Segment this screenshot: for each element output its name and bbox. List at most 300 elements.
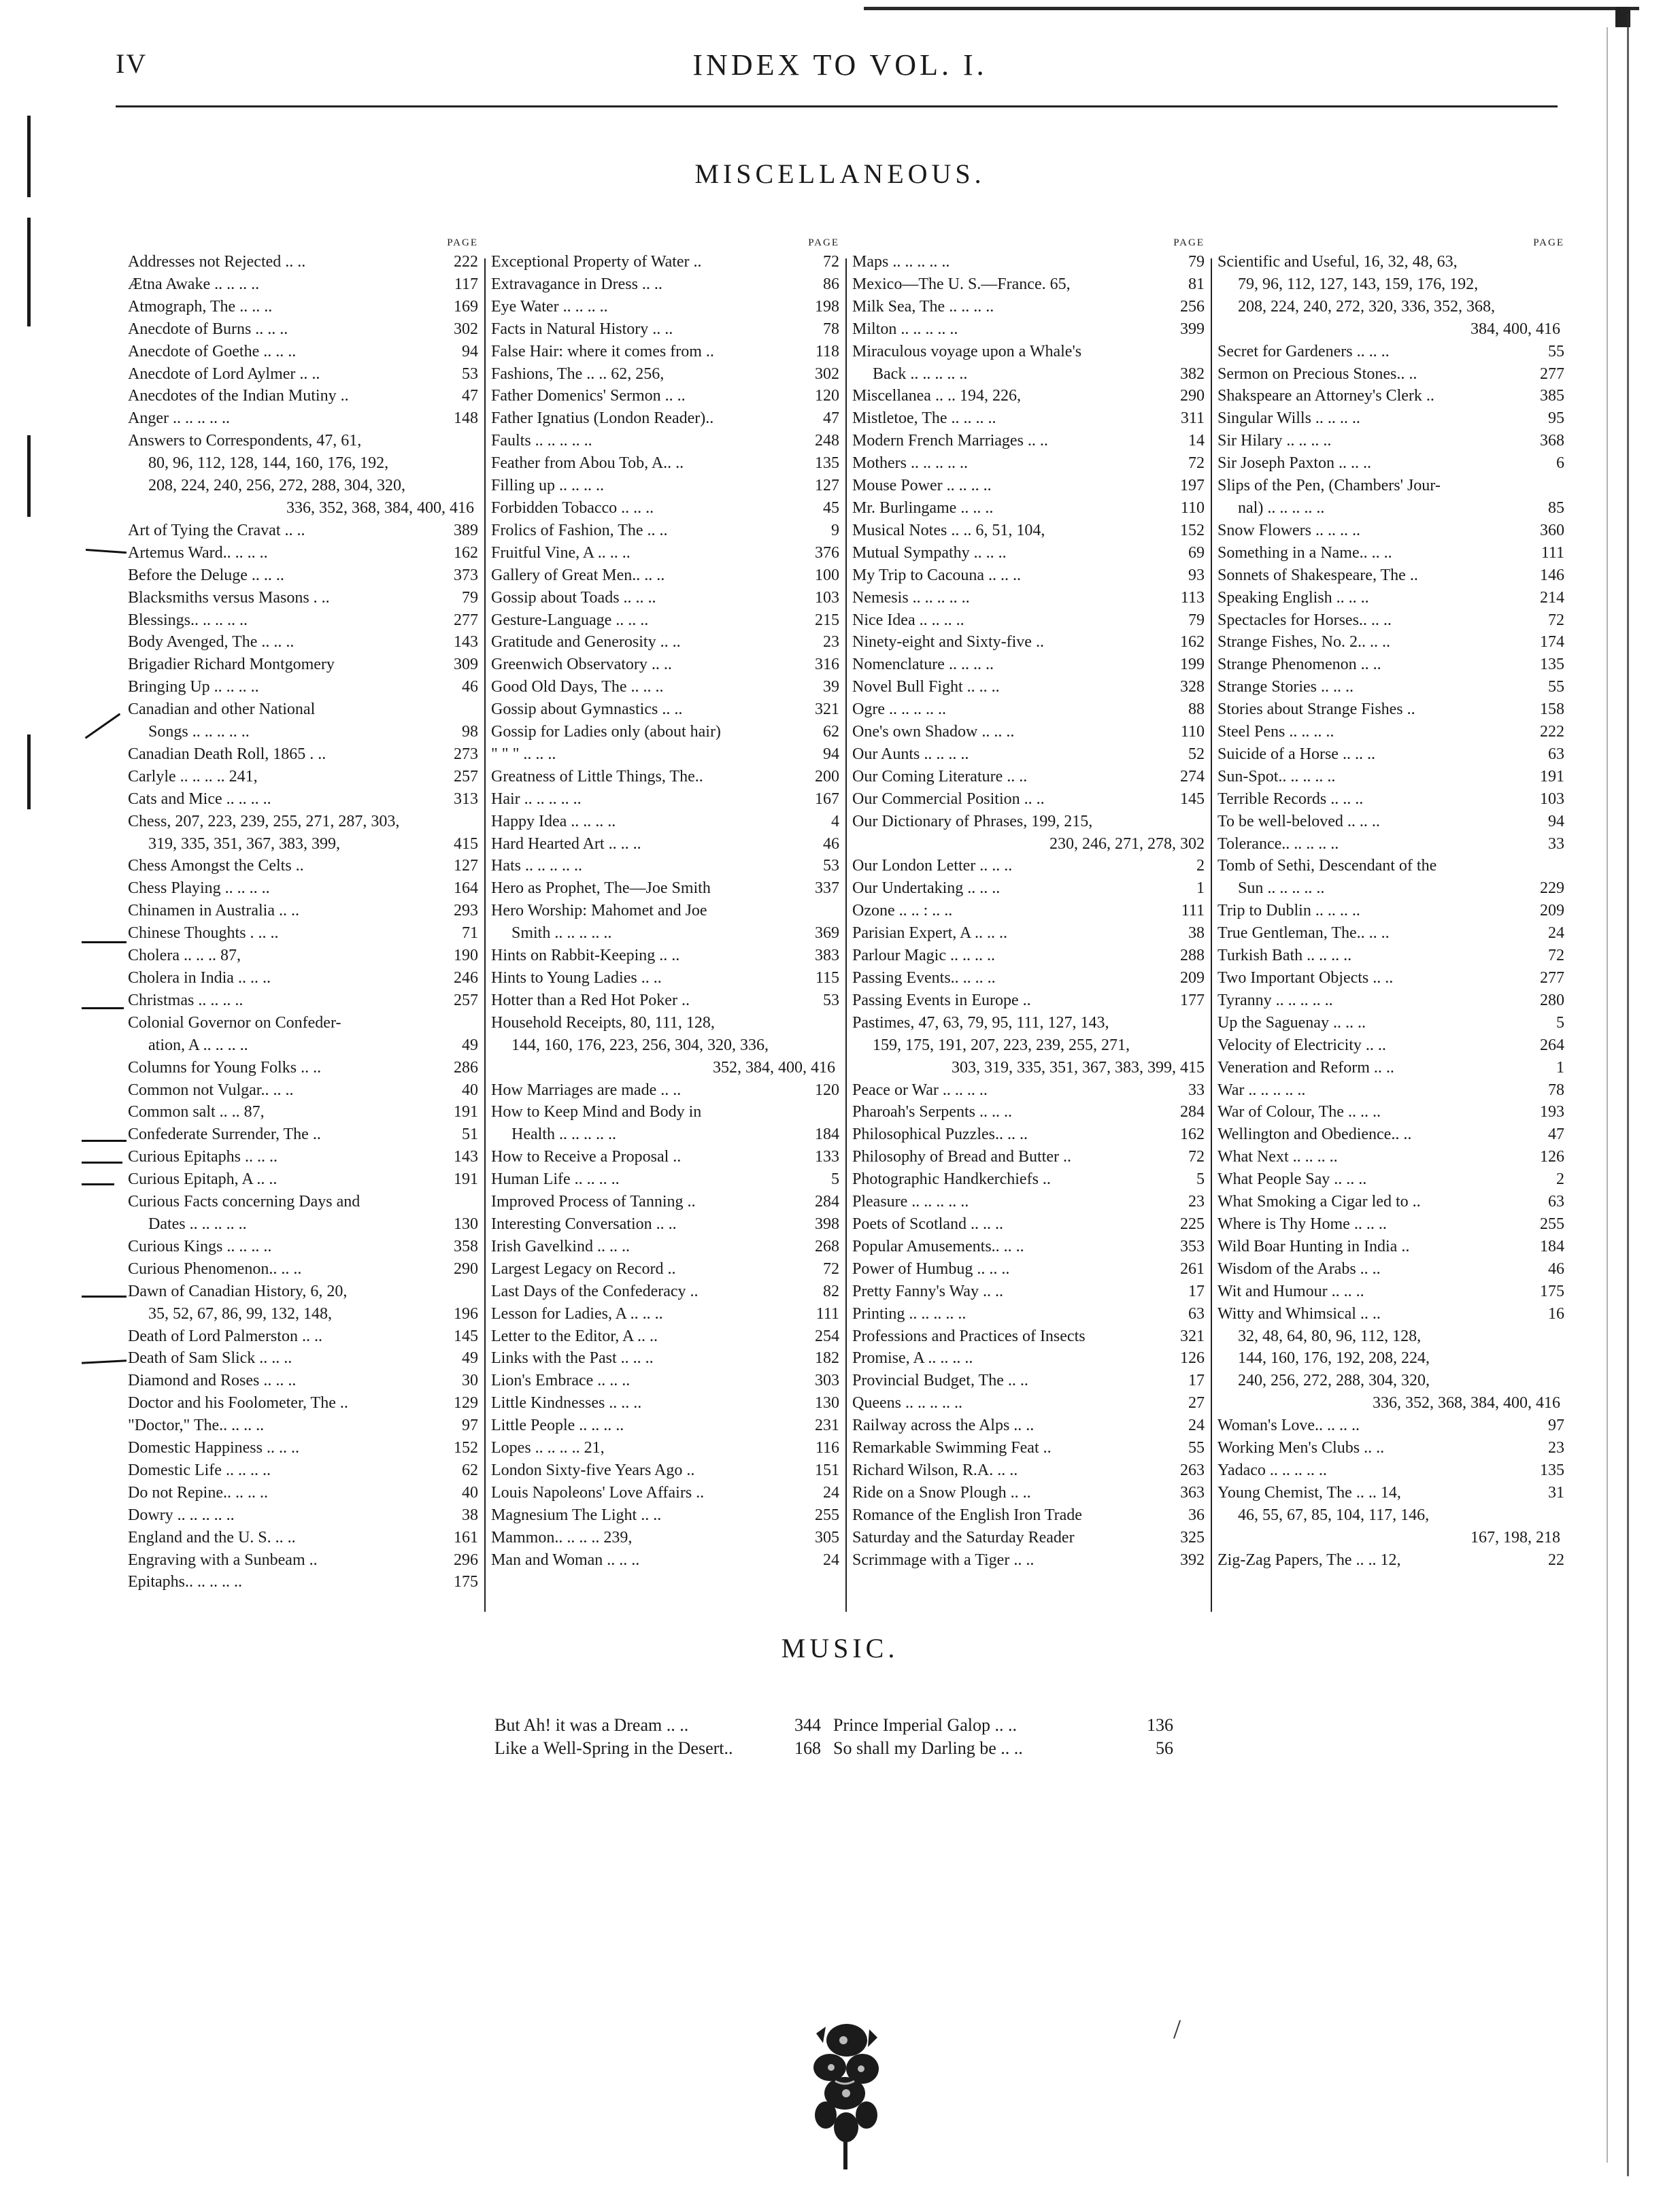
index-entry — [852, 945, 1205, 967]
index-entry-title: War of Colour, The .. .. .. — [1217, 1103, 1381, 1121]
margin-tick — [82, 941, 127, 943]
index-entry-title: Wild Boar Hunting in India .. — [1217, 1237, 1410, 1255]
index-entry-page: 86 — [823, 275, 839, 293]
index-entry — [1217, 1236, 1564, 1258]
index-entry-page: 17 — [1188, 1372, 1205, 1390]
index-entry — [491, 721, 839, 743]
index-entry-page: 30 — [462, 1372, 478, 1390]
index-entry — [852, 990, 1205, 1012]
index-entry — [128, 1146, 478, 1168]
index-entry — [1217, 542, 1564, 564]
index-entry-title: Provincial Budget, The .. .. — [852, 1372, 1028, 1390]
index-entry-title: 319, 335, 351, 367, 383, 399, — [148, 834, 340, 853]
margin-tick — [82, 1296, 127, 1298]
index-entry — [1217, 855, 1564, 877]
index-entry — [491, 1527, 839, 1549]
index-entry-title: Railway across the Alps .. .. — [852, 1417, 1035, 1435]
index-entry — [491, 833, 839, 856]
index-entry — [1217, 1527, 1564, 1549]
index-entry-page: 31 — [1548, 1483, 1564, 1502]
index-entry-title: False Hair: where it comes from .. — [491, 342, 714, 360]
index-entry-page: 303 — [815, 1372, 839, 1390]
index-entry — [491, 385, 839, 407]
index-entry-title: Artemus Ward.. .. .. .. — [128, 543, 268, 562]
index-entry-page: 184 — [1540, 1237, 1564, 1255]
index-entry-page: 24 — [823, 1551, 839, 1569]
index-column-4 — [1217, 235, 1564, 1571]
index-entry-page: 177 — [1180, 991, 1205, 1009]
music-entry-page: 136 — [1147, 1715, 1173, 1735]
index-entry-page: 290 — [1180, 387, 1205, 405]
index-entry-title: Pretty Fanny's Way .. .. — [852, 1282, 1003, 1300]
index-entry-title: Slips of the Pen, (Chambers' Jour- — [1217, 477, 1441, 495]
index-entry — [491, 430, 839, 452]
index-entry-page: 398 — [815, 1215, 839, 1233]
index-entry-page: 97 — [1548, 1417, 1564, 1435]
index-entry-title: 159, 175, 191, 207, 223, 239, 255, 271, — [873, 1036, 1130, 1054]
scan-left-smudge — [27, 734, 31, 809]
index-entry-title: Sir Joseph Paxton .. .. .. — [1217, 454, 1372, 473]
index-entry — [852, 564, 1205, 587]
index-entry — [491, 1146, 839, 1168]
index-entry — [1217, 945, 1564, 967]
index-entry-page: 94 — [1548, 812, 1564, 830]
index-entry-page: 415 — [454, 834, 478, 853]
index-entry — [1217, 341, 1564, 363]
index-entry-page: 72 — [1548, 947, 1564, 965]
index-entry-title: Turkish Bath .. .. .. .. — [1217, 947, 1352, 965]
index-entry-page: 152 — [1180, 521, 1205, 539]
index-entry-title: Death of Sam Slick .. .. .. — [128, 1349, 292, 1368]
index-entry — [491, 1281, 839, 1303]
page-column-label: PAGE — [808, 237, 839, 248]
index-entry — [128, 1549, 478, 1572]
index-entry-title: Velocity of Electricity .. .. — [1217, 1036, 1386, 1054]
index-entry-title: Greatness of Little Things, The.. — [491, 767, 703, 785]
index-entry — [491, 1123, 839, 1146]
index-entry-page — [1560, 1347, 1564, 1370]
index-entry-title: Milk Sea, The .. .. .. .. — [852, 297, 994, 316]
index-entry-page: 328 — [1180, 678, 1205, 696]
index-entry-title: Saturday and the Saturday Reader — [852, 1528, 1075, 1546]
index-entry — [128, 1079, 478, 1102]
index-entry-page: 135 — [815, 454, 839, 473]
index-entry-title: Christmas .. .. .. .. — [128, 991, 243, 1009]
index-entry — [852, 542, 1205, 564]
index-entry-page: 88 — [1188, 700, 1205, 719]
index-entry — [128, 1437, 478, 1459]
index-entry-page: 62 — [823, 723, 839, 741]
index-entry-page: 264 — [1540, 1036, 1564, 1054]
index-entry-page: 167 — [815, 790, 839, 808]
index-entry-title: Queens .. .. .. .. .. — [852, 1394, 962, 1413]
index-entry-page — [835, 1034, 839, 1057]
index-entry-page: 24 — [823, 1483, 839, 1502]
index-entry-page — [1200, 811, 1205, 833]
index-entry — [491, 788, 839, 811]
index-entry-title: What Smoking a Cigar led to .. — [1217, 1193, 1421, 1211]
index-entry-title: Father Ignatius (London Reader).. — [491, 409, 714, 428]
index-entry-title: Richard Wilson, R.A. .. .. — [852, 1461, 1018, 1479]
index-entry — [128, 654, 478, 676]
index-entry-title: Our Commercial Position .. .. — [852, 790, 1045, 808]
index-entry-page: 353 — [1180, 1237, 1205, 1255]
index-entry-page: 97 — [462, 1417, 478, 1435]
index-entry-page: 191 — [454, 1170, 478, 1189]
index-entry-title: Feather from Abou Tob, A.. .. — [491, 454, 684, 473]
index-entry-page: 284 — [1180, 1103, 1205, 1121]
index-entry-page: 111 — [1181, 902, 1205, 920]
index-entry-title: Before the Deluge .. .. .. — [128, 566, 284, 584]
index-entry — [491, 1258, 839, 1281]
index-entry — [128, 609, 478, 632]
index-entry-page: 268 — [815, 1237, 839, 1255]
index-entry-title: Smith .. .. .. .. .. — [511, 924, 612, 943]
index-entry-title: Remarkable Swimming Feat .. — [852, 1439, 1052, 1457]
index-entry-title: Wellington and Obedience.. .. — [1217, 1126, 1412, 1144]
index-entry-title: Miscellanea .. .. 194, 226, — [852, 387, 1021, 405]
index-entry-title: 79, 96, 112, 127, 143, 159, 176, 192, — [1238, 275, 1479, 293]
index-entry-title: Curious Facts concerning Days and — [128, 1193, 360, 1211]
index-entry-page — [1560, 1370, 1564, 1392]
index-entry-page: 72 — [1548, 611, 1564, 629]
index-entry — [491, 564, 839, 587]
margin-tick — [86, 549, 127, 554]
index-entry-title: Chinese Thoughts . .. .. — [128, 924, 279, 943]
index-entry — [128, 407, 478, 430]
index-entry-title: Wisdom of the Arabs .. .. — [1217, 1259, 1381, 1278]
index-entry-title: Domestic Happiness .. .. .. — [128, 1439, 299, 1457]
index-entry-page: 198 — [815, 297, 839, 316]
index-entry-page: 277 — [454, 611, 478, 629]
margin-tick — [82, 1162, 122, 1164]
index-entry-title: Curious Epitaph, A .. .. — [128, 1170, 278, 1189]
index-entry — [128, 296, 478, 318]
index-entry-page: 257 — [454, 767, 478, 785]
index-entry-title: Romance of the English Iron Trade — [852, 1506, 1082, 1524]
index-entry-title: Working Men's Clubs .. .. — [1217, 1439, 1385, 1457]
index-entry — [1217, 385, 1564, 407]
index-entry-page: 184 — [815, 1126, 839, 1144]
index-entry — [491, 587, 839, 609]
index-entry-title: Two Important Objects .. .. — [1217, 969, 1394, 987]
index-entry-page: 290 — [454, 1259, 478, 1278]
index-entry-page: 277 — [1540, 365, 1564, 383]
index-entry-page: 302 — [1180, 834, 1205, 853]
index-entry-page: 5 — [1556, 1013, 1564, 1032]
index-entry-title: Ogre .. .. .. .. .. — [852, 700, 946, 719]
index-entry-title: Nemesis .. .. .. .. .. — [852, 588, 970, 607]
index-entry — [128, 833, 478, 856]
index-entry-title: Colonial Governor on Confeder- — [128, 1013, 341, 1032]
index-entry-title: Zig-Zag Papers, The .. .. 12, — [1217, 1551, 1401, 1569]
index-entry-title: Pastimes, 47, 63, 79, 95, 111, 127, 143, — [852, 1013, 1109, 1032]
index-entry-title: Do not Repine.. .. .. .. — [128, 1483, 268, 1502]
index-entry — [1217, 967, 1564, 990]
index-entry-page: 222 — [454, 253, 478, 271]
index-entry-title: Improved Process of Tanning .. — [491, 1193, 696, 1211]
index-entry — [491, 945, 839, 967]
index-entry-page: 33 — [1188, 1081, 1205, 1099]
index-entry — [852, 1057, 1205, 1079]
index-entry — [1217, 721, 1564, 743]
index-entry — [852, 1437, 1205, 1459]
index-entry — [491, 1549, 839, 1572]
index-entry-page: 110 — [1180, 498, 1205, 517]
music-entry-page: 344 — [794, 1715, 821, 1735]
index-entry — [852, 1415, 1205, 1437]
index-entry-title: 208, 224, 240, 272, 320, 336, 352, 368, — [1238, 297, 1495, 316]
index-entry-page: 368 — [1540, 432, 1564, 450]
index-entry-title: Atmograph, The .. .. .. — [128, 297, 273, 316]
index-entry-title: One's own Shadow .. .. .. — [852, 723, 1015, 741]
index-entry-title: 303, 319, 335, 351, 367, 383, 399, — [952, 1058, 1176, 1077]
index-entry-page: 94 — [462, 342, 478, 360]
index-entry-title: Philosophy of Bread and Butter .. — [852, 1148, 1071, 1166]
index-entry — [1217, 631, 1564, 654]
index-entry-title: Pleasure .. .. .. .. .. — [852, 1193, 969, 1211]
index-entry — [852, 1281, 1205, 1303]
index-entry-title: Lesson for Ladies, A .. .. .. — [491, 1304, 663, 1323]
index-entry — [491, 296, 839, 318]
index-entry-title: Sermon on Precious Stones.. .. — [1217, 365, 1417, 383]
index-entry-title: Printing .. .. .. .. .. — [852, 1304, 967, 1323]
index-entry — [491, 1303, 839, 1325]
index-entry-page: 39 — [823, 678, 839, 696]
index-entry-title: Columns for Young Folks .. .. — [128, 1058, 322, 1077]
index-entry-page: 383 — [815, 947, 839, 965]
index-entry-page: 49 — [462, 1349, 478, 1368]
index-entry-title: Art of Tying the Cravat .. .. — [128, 521, 305, 539]
index-entry — [1217, 296, 1564, 318]
index-entry-page: 385 — [1540, 387, 1564, 405]
index-entry-page: 1 — [1556, 1058, 1564, 1077]
index-entry — [491, 452, 839, 475]
index-entry-page: 191 — [1540, 767, 1564, 785]
index-entry-page: 110 — [1180, 723, 1205, 741]
index-entry — [1217, 811, 1564, 833]
index-entry-page: 55 — [1548, 678, 1564, 696]
index-entry-page: 158 — [1540, 700, 1564, 719]
index-entry-title: Nice Idea .. .. .. .. — [852, 611, 964, 629]
index-entry-page: 274 — [1180, 767, 1205, 785]
index-entry — [1217, 990, 1564, 1012]
index-entry-title: Woman's Love.. .. .. .. — [1217, 1417, 1360, 1435]
index-entry-page: 53 — [462, 365, 478, 383]
index-entry-title: Little Kindnesses .. .. .. — [491, 1394, 642, 1413]
index-entry-title: Ninety-eight and Sixty-five .. — [852, 633, 1044, 652]
scan-top-rule — [864, 7, 1639, 10]
margin-tick — [82, 1140, 127, 1142]
index-entry-page: 311 — [1180, 409, 1205, 428]
music-entry-page: 56 — [1156, 1738, 1173, 1758]
index-entry — [491, 363, 839, 386]
index-entry-page: 95 — [1548, 409, 1564, 428]
index-entry-title: Our London Letter .. .. .. — [852, 857, 1013, 875]
misc-section-title: MISCELLANEOUS. — [694, 158, 986, 189]
index-entry-title: 35, 52, 67, 86, 99, 132, 148, — [148, 1304, 332, 1323]
index-entry-title: Parlour Magic .. .. .. .. — [852, 947, 995, 965]
index-entry-title: Our Undertaking .. .. .. — [852, 879, 1001, 898]
index-entry — [1217, 1258, 1564, 1281]
index-entry-title: Extravagance in Dress .. .. — [491, 275, 662, 293]
index-entry-page: 369 — [815, 924, 839, 943]
index-entry — [1217, 1303, 1564, 1325]
index-entry — [491, 1437, 839, 1459]
index-entry-page: 273 — [454, 745, 478, 763]
index-entry-page: 46 — [1548, 1259, 1564, 1278]
index-entry-title: Gossip about Gymnastics .. .. — [491, 700, 683, 719]
index-entry-page: 316 — [815, 656, 839, 674]
index-entry-title: Death of Lord Palmerston .. .. — [128, 1327, 322, 1345]
scan-stray-mark: / — [1173, 2014, 1181, 2044]
index-entry — [491, 698, 839, 721]
index-entry-page: 392 — [1180, 1551, 1205, 1569]
index-entry — [128, 1101, 478, 1123]
index-entry-title: Our Aunts .. .. .. .. — [852, 745, 969, 763]
index-entry-title: Little People .. .. .. .. — [491, 1417, 624, 1435]
index-entry-page: 161 — [454, 1528, 478, 1546]
index-entry — [1217, 407, 1564, 430]
index-entry-title: Ozone .. .. : .. .. — [852, 902, 953, 920]
index-entry-page: 55 — [1548, 342, 1564, 360]
index-entry-title: Canadian and other National — [128, 700, 316, 719]
index-entry-page: 229 — [1540, 879, 1564, 898]
index-entry — [852, 318, 1205, 341]
index-entry-title: Addresses not Rejected .. .. — [128, 253, 306, 271]
index-entry — [852, 1549, 1205, 1572]
index-entry-page: 103 — [815, 588, 839, 607]
index-entry — [852, 1191, 1205, 1213]
index-entry-page: 47 — [1548, 1126, 1564, 1144]
index-entry — [128, 1370, 478, 1392]
index-entry-page: 145 — [1180, 790, 1205, 808]
index-entry — [852, 1303, 1205, 1325]
index-entry — [491, 766, 839, 788]
index-entry-title: Up the Saguenay .. .. .. — [1217, 1013, 1366, 1032]
index-entry-page — [1560, 318, 1564, 341]
index-entry-title: Common salt .. .. 87, — [128, 1103, 265, 1121]
index-entry-title: Scientific and Useful, 16, 32, 48, 63, — [1217, 253, 1458, 271]
index-entry-title: Louis Napoleons' Love Affairs .. — [491, 1483, 705, 1502]
index-entry-title: 352, 384, 400, 416 — [713, 1058, 835, 1077]
index-entry-page: 280 — [1540, 991, 1564, 1009]
index-entry-title: Strange Fishes, No. 2.. .. .. — [1217, 633, 1390, 652]
index-entry-title: 144, 160, 176, 192, 208, 224, — [1238, 1349, 1430, 1368]
index-entry-page: 72 — [823, 253, 839, 271]
index-entry — [491, 1482, 839, 1504]
index-entry-page: 81 — [1188, 275, 1205, 293]
index-entry — [491, 1057, 839, 1079]
index-entry — [852, 922, 1205, 945]
index-entry-title: 230, 246, 271, 278, — [1049, 834, 1176, 853]
index-entry-page — [1560, 251, 1564, 273]
index-entry-title: 32, 48, 64, 80, 96, 112, 128, — [1238, 1327, 1422, 1345]
index-entry — [852, 1392, 1205, 1415]
index-entry-title: To be well-beloved .. .. .. — [1217, 812, 1380, 830]
index-entry-title: Lopes .. .. .. .. 21, — [491, 1439, 605, 1457]
index-entry-page: 103 — [1540, 790, 1564, 808]
index-entry-title: Largest Legacy on Record .. — [491, 1259, 676, 1278]
index-entry — [491, 1079, 839, 1102]
index-entry-page: 415 — [1180, 1058, 1205, 1077]
index-entry — [1217, 743, 1564, 766]
index-entry-title: 208, 224, 240, 256, 272, 288, 304, 320, — [148, 477, 405, 495]
index-entry — [128, 273, 478, 296]
index-entry — [1217, 766, 1564, 788]
index-entry-page: 79 — [1188, 253, 1205, 271]
index-entry-page: 261 — [1180, 1259, 1205, 1278]
index-entry — [491, 318, 839, 341]
index-entry-page — [1560, 1325, 1564, 1348]
running-head — [116, 48, 1564, 88]
index-entry — [128, 1034, 478, 1057]
index-entry-page: 46 — [462, 678, 478, 696]
index-entry — [491, 1415, 839, 1437]
index-entry — [128, 1236, 478, 1258]
index-entry-title: Gossip about Toads .. .. .. — [491, 588, 656, 607]
index-entry — [128, 520, 478, 542]
index-entry-page: 288 — [1180, 947, 1205, 965]
index-entry-title: Cats and Mice .. .. .. .. — [128, 790, 271, 808]
index-entry-title: Dowry .. .. .. .. .. — [128, 1506, 235, 1524]
music-entry — [821, 1714, 1173, 1737]
index-entry — [128, 1303, 478, 1325]
index-entry-page — [1560, 273, 1564, 296]
index-entry-title: Professions and Practices of Insects — [852, 1327, 1086, 1345]
index-entry-page: 127 — [815, 477, 839, 495]
index-entry-title: Sun .. .. .. .. .. — [1238, 879, 1325, 898]
index-entry-page: 5 — [831, 1170, 839, 1189]
index-entry — [1217, 520, 1564, 542]
index-entry-page: 53 — [823, 857, 839, 875]
index-entry-title: Curious Kings .. .. .. .. — [128, 1237, 272, 1255]
index-entry — [491, 811, 839, 833]
index-entry-title: Milton .. .. .. .. .. — [852, 320, 958, 338]
index-entry — [852, 1258, 1205, 1281]
index-entry — [852, 721, 1205, 743]
index-entry-page — [835, 1057, 839, 1079]
page-column-label: PAGE — [1173, 237, 1205, 248]
index-entry-page — [1560, 1392, 1564, 1415]
index-entry — [1217, 318, 1564, 341]
index-entry — [128, 1213, 478, 1236]
index-entry-page: 72 — [1188, 1148, 1205, 1166]
index-entry — [491, 1101, 839, 1123]
header-rule — [116, 105, 1558, 107]
index-entry-page: 277 — [1540, 969, 1564, 987]
index-entry-title: Shakspeare an Attorney's Clerk .. — [1217, 387, 1434, 405]
index-entry-title: Confederate Surrender, The .. — [128, 1126, 321, 1144]
index-entry — [1217, 1101, 1564, 1123]
index-entry-page: 199 — [1180, 656, 1205, 674]
index-entry — [852, 452, 1205, 475]
index-entry-page: 118 — [815, 342, 839, 360]
index-entry-title: Sir Hilary .. .. .. .. — [1217, 432, 1332, 450]
index-entry-title: My Trip to Cacouna .. .. .. — [852, 566, 1022, 584]
index-entry — [1217, 877, 1564, 900]
index-entry-title: Happy Idea .. .. .. .. — [491, 812, 616, 830]
index-entry-page: 40 — [462, 1483, 478, 1502]
index-entry-title: Greenwich Observatory .. .. — [491, 656, 672, 674]
music-row — [494, 1714, 1173, 1737]
index-entry — [128, 1347, 478, 1370]
margin-tick — [82, 1359, 127, 1364]
index-entry-title: "Doctor," The.. .. .. .. — [128, 1417, 265, 1435]
index-entry-title: Facts in Natural History .. .. — [491, 320, 673, 338]
index-entry-page: 36 — [1188, 1506, 1205, 1524]
index-entry — [491, 251, 839, 273]
